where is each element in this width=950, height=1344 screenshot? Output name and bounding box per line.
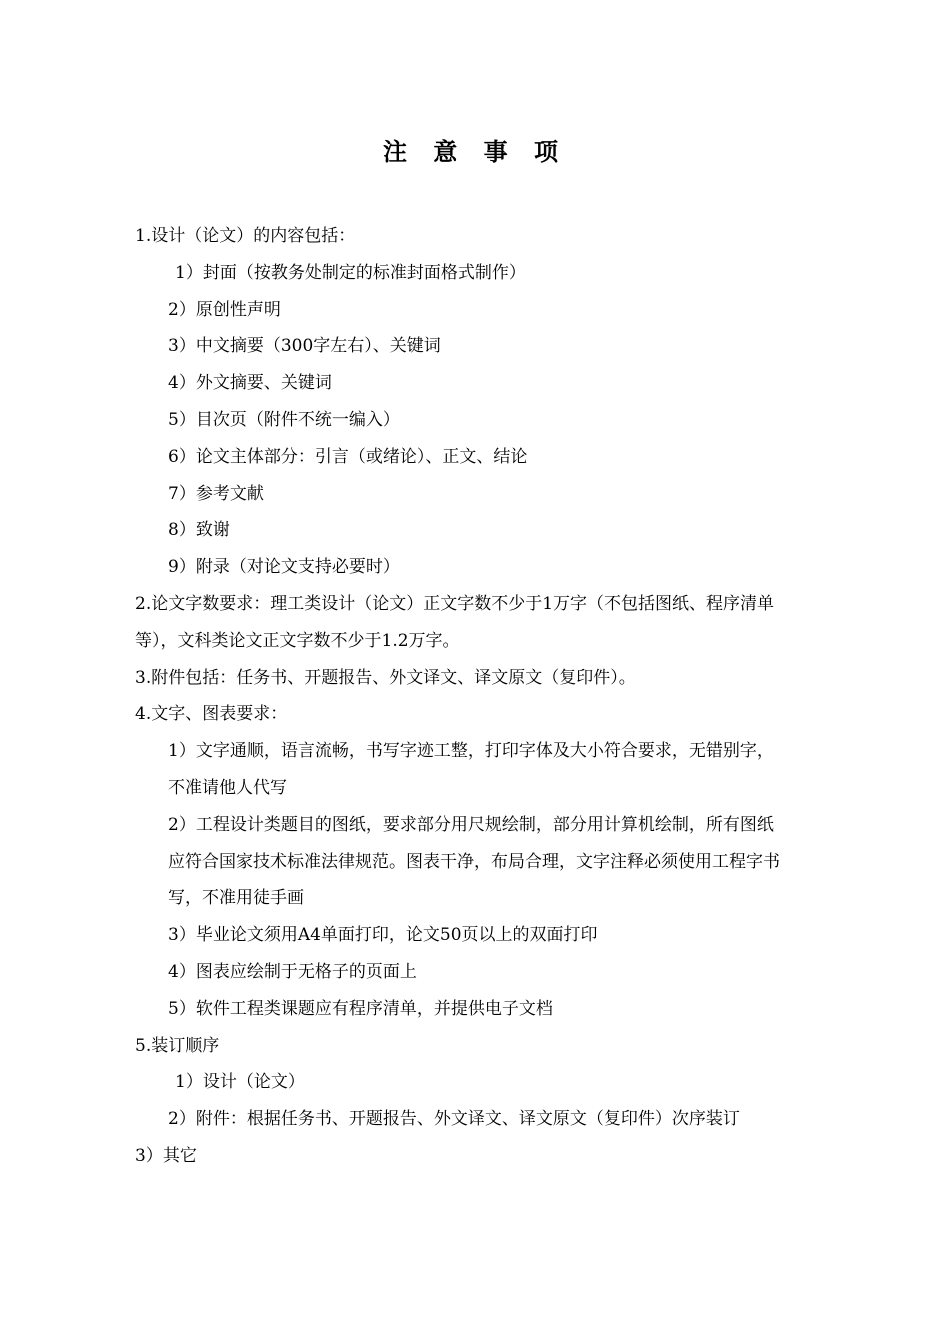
list-item: 1）设计（论文） [175, 1072, 305, 1093]
list-item: 6）论文主体部分：引言（或绪论）、正文、结论 [168, 446, 528, 467]
section-3-text: 3.附件包括：任务书、开题报告、外文译文、译文原文（复印件）。 [135, 667, 636, 688]
list-item: 4）图表应绘制于无格子的页面上 [168, 961, 417, 982]
page-title: 注 意 事 项 [382, 138, 568, 166]
section-2-text-continued: 等），文科类论文正文字数不少于1.2万字。 [135, 630, 460, 651]
section-2-text: 2.论文字数要求：理工类设计（论文）正文字数不少于1万字（不包括图纸、程序清单 [135, 593, 775, 614]
list-item: 2）工程设计类题目的图纸，要求部分用尺规绘制，部分用计算机绘制，所有图纸 [168, 814, 774, 835]
list-item: 3）中文摘要（300字左右）、关键词 [168, 336, 441, 357]
list-item: 3）毕业论文须用A4单面打印，论文50页以上的双面打印 [168, 925, 598, 946]
list-item: 1）文字通顺，语言流畅，书写字迹工整，打印字体及大小符合要求，无错别字， [168, 741, 774, 762]
list-item: 4）外文摘要、关键词 [168, 373, 332, 394]
list-item: 1）封面（按教务处制定的标准封面格式制作） [175, 262, 526, 283]
list-item: 5）目次页（附件不统一编入） [168, 409, 400, 430]
list-item-continued: 应符合国家技术标准法律规范。图表干净，布局合理，文字注释必须使用工程字书 [168, 851, 780, 872]
section-5-heading: 5.装订顺序 [135, 1035, 220, 1056]
list-item-continued: 不准请他人代写 [168, 777, 287, 798]
list-item: 7）参考文献 [168, 483, 264, 504]
list-item: 2）附件：根据任务书、开题报告、外文译文、译文原文（复印件）次序装订 [168, 1109, 740, 1130]
list-item-continued: 写，不准用徒手画 [168, 888, 304, 909]
list-item: 8）致谢 [168, 520, 230, 541]
list-item: 3）其它 [135, 1145, 197, 1166]
list-item: 9）附录（对论文支持必要时） [168, 557, 400, 578]
section-4-heading: 4.文字、图表要求： [135, 704, 288, 725]
notes-body [135, 218, 861, 1175]
list-item: 2）原创性声明 [168, 299, 281, 320]
section-1-heading: 1.设计（论文）的内容包括： [135, 226, 356, 246]
list-item: 5）软件工程类课题应有程序清单，并提供电子文档 [168, 998, 553, 1019]
